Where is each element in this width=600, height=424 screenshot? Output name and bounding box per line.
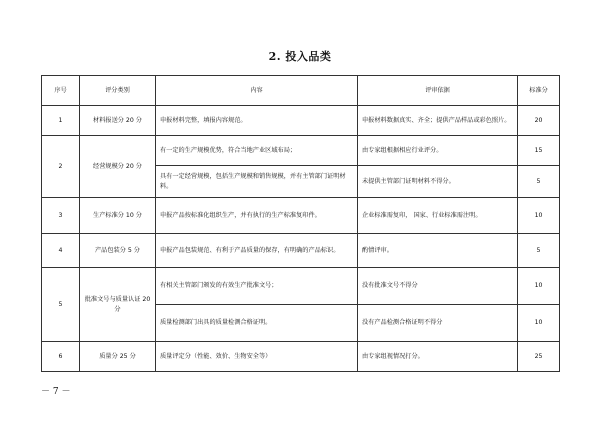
row-basis: 酌情评审。 (358, 234, 518, 268)
row-category: 经营规模分 20 分 (80, 136, 156, 198)
table-row (42, 106, 560, 136)
row-content: 申报产品包装规范、有利于产品质量的保存，有明确的产品标识。 (156, 234, 358, 268)
row-content: 有一定的生产规模优势，符合当地产业区域布局； (156, 136, 358, 166)
row-basis: 由专家组视情况打分。 (358, 342, 518, 372)
row-category: 产品包装分 5 分 (80, 234, 156, 268)
header-content: 内容 (156, 76, 358, 106)
row-score: 25 (518, 342, 560, 372)
row-index: 1 (42, 106, 80, 136)
table-row (42, 234, 560, 268)
row-index: 4 (42, 234, 80, 268)
row-content: 质量评定分（性能、效价、生物安全等） (156, 342, 358, 372)
row-index: 2 (42, 136, 80, 198)
header-index: 序号 (42, 76, 80, 106)
row-index: 3 (42, 198, 80, 234)
table-row (42, 268, 560, 305)
row-category: 生产标准分 10 分 (80, 198, 156, 234)
row-content: 申报材料完整，填报内容规范。 (156, 106, 358, 136)
row-basis: 企业标准需复印， 国家、行业标准需注明。 (358, 198, 518, 234)
row-content: 具有一定经营规模，包括生产规模和销售规模，并有主管部门证明材料。 (156, 166, 358, 198)
table-row (42, 136, 560, 166)
row-score: 10 (518, 268, 560, 305)
row-category: 材料报送分 20 分 (80, 106, 156, 136)
row-score: 10 (518, 305, 560, 342)
row-score: 20 (518, 106, 560, 136)
row-score: 5 (518, 166, 560, 198)
row-score: 10 (518, 198, 560, 234)
row-content: 申报产品按标准化组织生产，并有执行的生产标准复印件。 (156, 198, 358, 234)
row-index: 6 (42, 342, 80, 372)
page-number: － 7 － (41, 387, 71, 397)
row-content: 有相关主管部门颁发的有效生产批准文号； (156, 268, 358, 305)
header-basis: 评审依据 (358, 76, 518, 106)
scoring-table (41, 75, 560, 372)
table-row (42, 198, 560, 234)
row-category: 质量分 25 分 (80, 342, 156, 372)
row-content: 质量检测部门出具的质量检测合格证明。 (156, 305, 358, 342)
row-basis: 申报材料数据真实、齐全；提供产品样品或彩色照片。 (358, 106, 518, 136)
header-category: 评分类别 (80, 76, 156, 106)
row-score: 15 (518, 136, 560, 166)
row-category: 批准文号与质量认证 20 分 (80, 268, 156, 342)
table-header-row (42, 76, 560, 106)
header-score: 标准分 (518, 76, 560, 106)
row-basis: 没有产品检测合格证明不得分 (358, 305, 518, 342)
row-basis: 没有批准文号不得分 (358, 268, 518, 305)
table-row (42, 342, 560, 372)
page-title: 2. 投入品类 (268, 50, 332, 63)
row-basis: 由专家组根据相应行业评分。 (358, 136, 518, 166)
row-basis: 未提供主管部门证明材料不得分。 (358, 166, 518, 198)
row-score: 5 (518, 234, 560, 268)
row-index: 5 (42, 268, 80, 342)
